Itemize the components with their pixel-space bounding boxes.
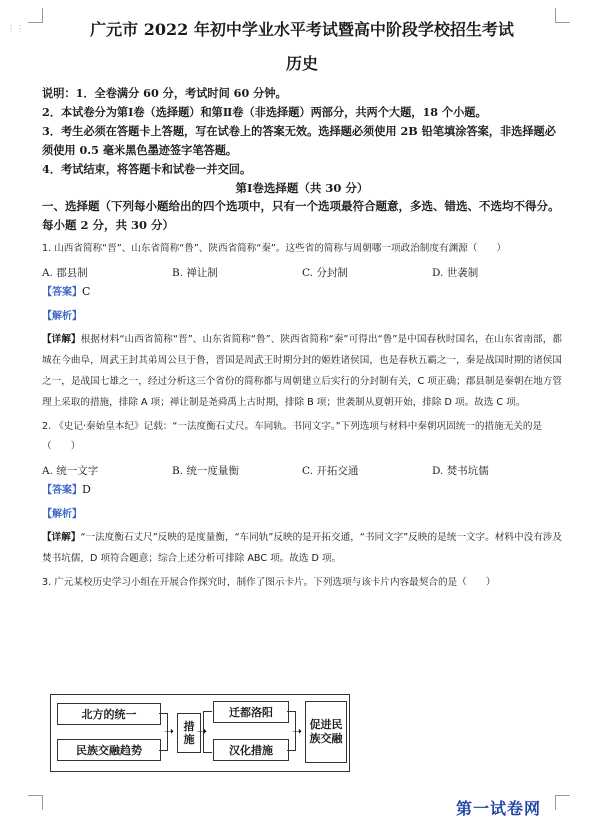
arrow-right-icon: ➝ [197, 724, 208, 738]
question-3-diagram [50, 694, 350, 772]
site-watermark-logo: 第一试卷网 [456, 799, 542, 818]
option-a: A. 统一文字 [42, 465, 99, 477]
exam-title: 广元市 2022 年初中学业水平考试暨高中阶段学校招生考试 [90, 20, 514, 39]
question-1-options [42, 265, 562, 280]
diagram-box-result: 促进民族交融 [305, 701, 347, 763]
diagram-box-ethnic-trend: 民族交融趋势 [57, 739, 161, 761]
diagram-box-sinicization: 汉化措施 [213, 739, 289, 761]
part-title: 一、选择题（下列每小题给出的四个选项中，只有一个选项最符合题意，多选、错选、不选均不得分。每小题 2 分，共 30 分） [42, 199, 560, 232]
answer-value: D [82, 483, 91, 496]
question-2-options [42, 463, 562, 478]
answer-row [42, 478, 562, 503]
crop-mark-bottom-left [28, 795, 43, 810]
detail-tag: 【详解】 [42, 532, 81, 543]
option-d: D. 焚书坑儒 [432, 465, 489, 477]
detail-text: “一法度衡石丈尺”反映的是度量衡，“车同轨”反映的是开拓交通，“书同文字”反映的是统一文字。材料中没有涉及焚书坑儒，D 项符合题意；综合上述分析可排除 ABC 项。故选 D 项。 [42, 532, 563, 564]
answer-row [42, 280, 562, 305]
question-1-detail [42, 329, 562, 413]
question-2-detail [42, 527, 562, 569]
diagram-box-north-unification: 北方的统一 [57, 703, 161, 725]
instruction-line: 2．本试卷分为第Ⅰ卷（选择题）和第Ⅱ卷（非选择题）两部分，共两个大题，18 个小题。 [42, 105, 487, 119]
detail-text: 根据材料“山西省简称“晋”、山东省简称“鲁”、陕西省简称“秦”可得出“鲁”是中国春秋时国名，在山东省南部，都城在今曲阜，周武王封其弟周公旦于鲁，晋国是周武王时期分封的姬姓诸侯国，也是春秋五霸之一，秦是战国时期的诸侯国之一，是战国七雄之一，经过分析这三个省份的简称都与周朝建立后实行的分封制有关，C 项正确；郡县制是秦朝在地方管理上采取的措施，排除 A 项；禅让制是尧舜禹上古时期，排除 B 项；世袭制从夏朝开始，排除 D 项。故选 C 项。 [42, 334, 563, 408]
analysis-tag: 【解析】 [42, 509, 82, 520]
instruction-line: 3．考生必须在答题卡上答题，写在试卷上的答案无效。选择题必须使用 2B 铅笔填涂答案，非选择题必须使用 0.5 毫米黑色墨迹签字笔答题。 [42, 124, 556, 157]
instructions [42, 84, 562, 179]
option-d: D. 世袭制 [432, 267, 479, 279]
arrow-right-icon: ➝ [292, 724, 303, 738]
detail-tag: 【详解】 [42, 334, 81, 345]
answer-value: C [82, 285, 91, 298]
question-3-stem: 3. 广元某校历史学习小组在开展合作探究时，制作了图示卡片。下列选项与该卡片内容最契合的是（ ） [42, 577, 496, 588]
instruction-line: 说明：1．全卷满分 60 分，考试时间 60 分钟。 [42, 86, 287, 100]
arrow-right-icon: ➝ [164, 724, 175, 738]
crop-mark-bottom-right [555, 795, 570, 810]
option-c: C. 分封制 [302, 267, 348, 279]
diagram-box-move-capital: 迁都洛阳 [213, 701, 289, 723]
crop-mark-top-left [28, 8, 43, 23]
diagram-box-measures: 措施 [177, 713, 201, 753]
drag-handle-icon[interactable]: ⋮⋮ [7, 24, 25, 33]
exam-page [42, 20, 562, 593]
answer-tag: 【答案】 [42, 287, 82, 298]
answer-tag: 【答案】 [42, 485, 82, 496]
option-b: B. 禅让制 [172, 267, 218, 279]
question-1-stem: 1. 山西省简称“晋”、山东省简称“鲁”、陕西省简称“秦”。这些省的简称与周朝哪一项政治制度有渊源（ ） [42, 243, 507, 254]
question-2-stem: 2. 《史记·秦始皇本纪》记载：“一法度衡石丈尺。车同轨。书同文字。”下列选项与材料中秦朝巩固统一的措施无关的是（ ） [42, 421, 543, 452]
exam-subject: 历史 [285, 54, 318, 73]
analysis-tag: 【解析】 [42, 311, 82, 322]
option-c: C. 开拓交通 [302, 465, 359, 477]
instruction-line: 4．考试结束，将答题卡和试卷一并交回。 [42, 162, 252, 176]
option-b: B. 统一度量衡 [172, 465, 239, 477]
section-title: 第Ⅰ卷选择题（共 30 分） [235, 181, 369, 195]
option-a: A. 郡县制 [42, 267, 88, 279]
